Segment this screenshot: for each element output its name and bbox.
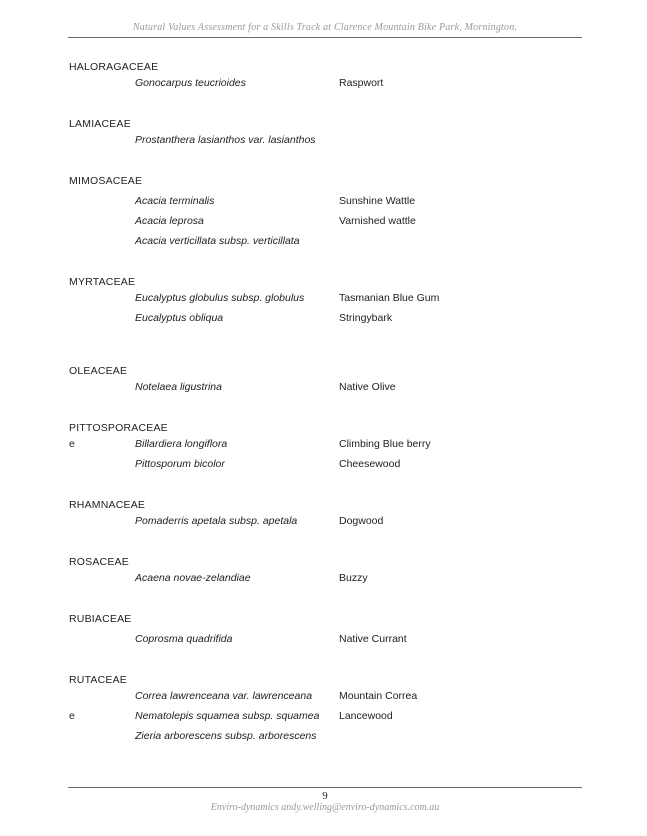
family-heading: HALORAGACEAE bbox=[69, 61, 159, 73]
page-footer: Enviro-dynamics andy.welling@enviro-dynamics.com.au bbox=[210, 802, 440, 813]
species-row bbox=[0, 690, 647, 704]
species-row bbox=[0, 215, 647, 229]
species-row bbox=[0, 438, 647, 452]
species-row bbox=[0, 633, 647, 647]
common-name: Varnished wattle bbox=[339, 215, 416, 227]
species-row bbox=[0, 458, 647, 472]
scientific-name: Pittosporum bicolor bbox=[135, 458, 225, 470]
family-heading: LAMIACEAE bbox=[69, 118, 131, 130]
scientific-name: Coprosma quadrifida bbox=[135, 633, 233, 645]
family-heading: RUTACEAE bbox=[69, 674, 127, 686]
family-heading: RUBIACEAE bbox=[69, 613, 132, 625]
species-row bbox=[0, 292, 647, 306]
family-heading: MIMOSACEAE bbox=[69, 175, 143, 187]
family-heading: ROSACEAE bbox=[69, 556, 129, 568]
endemic-marker: e bbox=[69, 438, 75, 450]
common-name: Raspwort bbox=[339, 77, 384, 89]
scientific-name: Gonocarpus teucrioides bbox=[135, 77, 246, 89]
common-name: Stringybark bbox=[339, 312, 393, 324]
species-row bbox=[0, 77, 647, 91]
header-rule bbox=[68, 37, 582, 38]
scientific-name: Correa lawrenceana var. lawrenceana bbox=[135, 690, 313, 702]
common-name: Mountain Correa bbox=[339, 690, 418, 702]
common-name: Native Olive bbox=[339, 381, 396, 393]
species-row bbox=[0, 134, 647, 148]
family-heading: PITTOSPORACEAE bbox=[69, 422, 168, 434]
common-name: Cheesewood bbox=[339, 458, 401, 470]
scientific-name: Acaena novae-zelandiae bbox=[135, 572, 251, 584]
family-heading: OLEACEAE bbox=[69, 365, 128, 377]
scientific-name: Billardiera longiflora bbox=[135, 438, 228, 450]
scientific-name: Zieria arborescens subsp. arborescens bbox=[135, 730, 317, 742]
species-row bbox=[0, 572, 647, 586]
scientific-name: Nematolepis squamea subsp. squamea bbox=[135, 710, 320, 722]
scientific-name: Pomaderris apetala subsp. apetala bbox=[135, 515, 298, 527]
scientific-name: Notelaea ligustrina bbox=[135, 381, 222, 393]
scientific-name: Acacia leprosa bbox=[135, 215, 204, 227]
common-name: Tasmanian Blue Gum bbox=[339, 292, 440, 304]
species-row bbox=[0, 515, 647, 529]
species-row bbox=[0, 195, 647, 209]
species-row bbox=[0, 235, 647, 249]
species-row bbox=[0, 710, 647, 724]
scientific-name: Acacia verticillata subsp. verticillata bbox=[135, 235, 300, 247]
page-number: 9 bbox=[322, 790, 328, 802]
page-header: Natural Values Assessment for a Skills Track at Clarence Mountain Bike Park, Mornington. bbox=[132, 22, 518, 33]
scientific-name: Eucalyptus globulus subsp. globulus bbox=[135, 292, 305, 304]
footer-rule bbox=[68, 787, 582, 788]
species-row bbox=[0, 381, 647, 395]
common-name: Lancewood bbox=[339, 710, 393, 722]
scientific-name: Acacia terminalis bbox=[135, 195, 215, 207]
scientific-name: Eucalyptus obliqua bbox=[135, 312, 224, 324]
common-name: Dogwood bbox=[339, 515, 384, 527]
common-name: Buzzy bbox=[339, 572, 368, 584]
scientific-name: Prostanthera lasianthos var. lasianthos bbox=[135, 134, 316, 146]
common-name: Native Currant bbox=[339, 633, 407, 645]
species-row bbox=[0, 312, 647, 326]
endemic-marker: e bbox=[69, 710, 75, 722]
family-heading: MYRTACEAE bbox=[69, 276, 136, 288]
common-name: Climbing Blue berry bbox=[339, 438, 431, 450]
common-name: Sunshine Wattle bbox=[339, 195, 416, 207]
species-row bbox=[0, 730, 647, 744]
family-heading: RHAMNACEAE bbox=[69, 499, 146, 511]
